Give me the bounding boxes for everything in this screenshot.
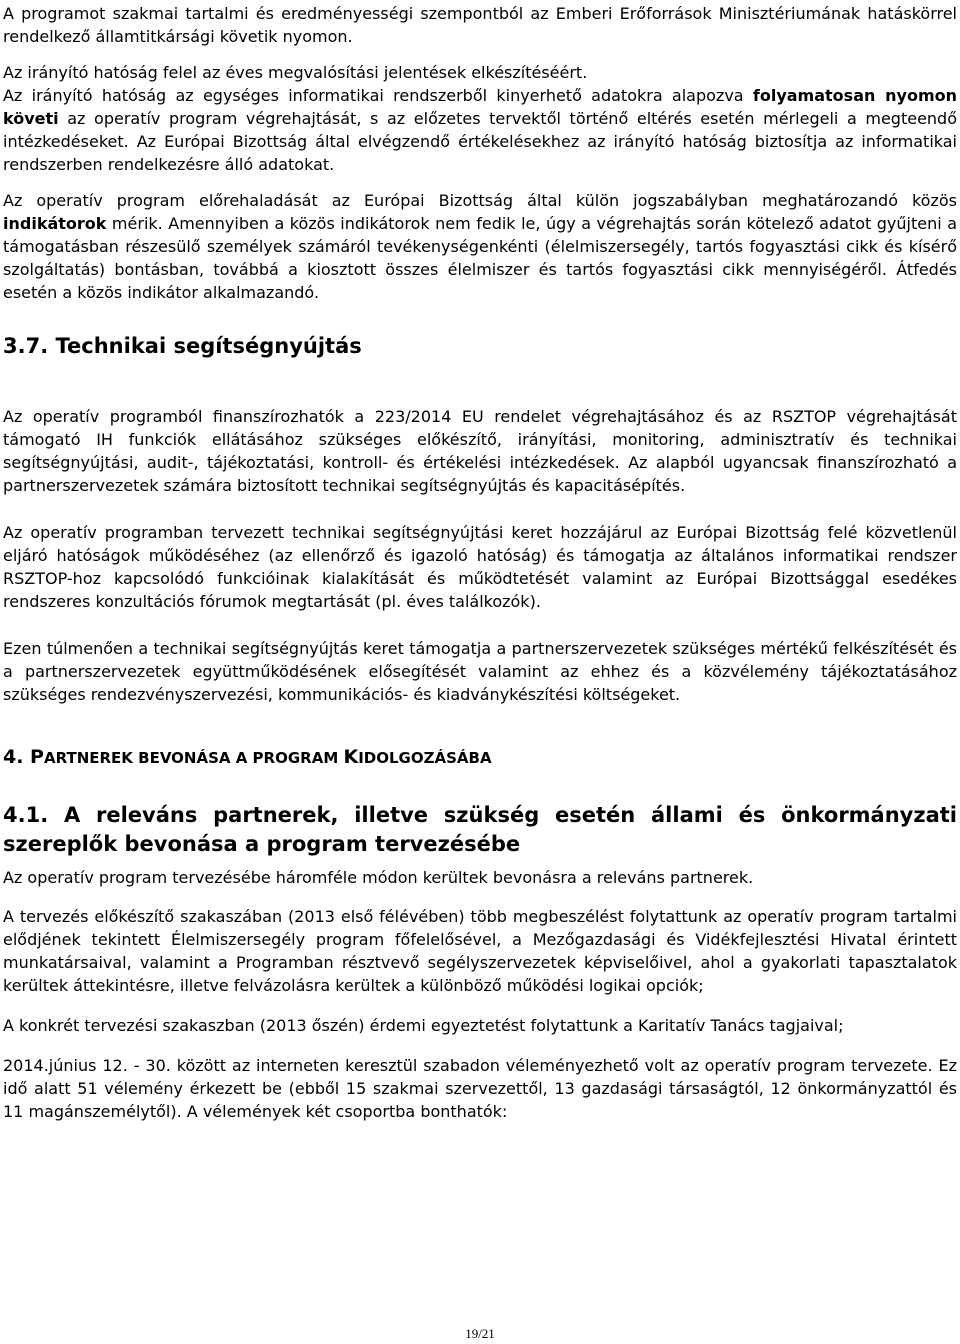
paragraph-it-system-monitoring	[3, 84, 957, 176]
page-number: 19/21	[465, 1326, 495, 1341]
bold-run-indicators: indikátorok	[3, 214, 107, 233]
paragraph-three-ways: Az operatív program tervezésébe háromféle módon kerültek bevonásra a releváns partnerek.	[3, 868, 754, 887]
heading-run: K	[343, 746, 359, 768]
paragraph-public-consultation: 2014.június 12. - 30. között az interneten keresztül szabadon véleményezhető volt az operatív program tervezete. Ez idő alatt 51 vélemény érkezett be (ebből 15 szakmai szervezettől, 13 gazdasági társaságtól, 12 önkormányzattól és 11 magánszemélytől). A vélemények két csoportba bonthatók:	[3, 1056, 957, 1121]
paragraph-indicators	[3, 189, 957, 304]
text-run: az operatív program végrehajtását, s az előzetes tervektől történő eltérés esetén mérlegeli a megteendő intézkedéseket. Az Európai Bizottság által elvégzendő értékelésekhez az irányító hatóság biztosítja az informatikai rendszerben rendelkezésre álló adatokat.	[3, 109, 957, 174]
paragraph-ta-financing: Az operatív programból finanszírozhatók a 223/2014 EU rendelet végrehajtásához és az RSZTOP végrehajtását támogató IH funkciók ellátásához szükséges előkészítő, irányítási, monitoring, adminisztratív és technikai segítségnyújtási, audit-, tájékoztatási, kontroll- és értékelési intézkedések. Az alapból ugyancsak finanszírozható a partnerszervezetek számára biztosított technikai segítségnyújtás és kapacitásépítés.	[3, 407, 957, 495]
section-heading-3-7: 3.7. Technikai segítségnyújtás	[3, 334, 362, 358]
paragraph-preparation-phase: A tervezés előkészítő szakaszában (2013 első félévében) több megbeszélést folytattunk az operatív program tartalmi elődjének tekintett Élelmiszersegély program főfelelősével, a Mezőgazdasági és Vidékfejlesztési Hivatal érintett munkatársaival, valamint a Programban résztvevő segélyszervezetek képviselőivel, ahol a gyakorlati tapasztalatok kerültek áttekintésre, illetve felvázolásra kerültek a különböző működési logikai opciók;	[3, 907, 957, 995]
paragraph-ta-partners: Ezen túlmenően a technikai segítségnyújtás keret támogatja a partnerszervezetek szükséges mértékű felkészítését és a partnerszervezetek együttműködésének elősegítését valamint az ehhez és a közvélemény tájékoztatásához szükséges rendezvényszervezési, kommunikációs- és kiadványkészítési költségeket.	[3, 639, 957, 704]
paragraph-planning-phase: A konkrét tervezési szakaszban (2013 őszén) érdemi egyeztetést folytattunk a Karitatív Tanács tagjaival;	[3, 1016, 844, 1035]
text-run: Az irányító hatóság az egységes informatikai rendszerből kinyerhető adatokra alapozva	[3, 86, 753, 105]
text-run: mérik. Amennyiben a közös indikátorok nem fedik le, úgy a végrehajtás során kötelező adatot gyűjteni a támogatásban részesülő személyek számáról tevékenységenkénti (élelmiszersegély, tartós fogyasztási cikk és kísérő szolgáltatás) bontásban, továbbá a kiosztott összes élelmiszer és tartós fogyasztási cikk mennyiségéről. Átfedés esetén a közös indikátor alkalmazandó.	[3, 214, 957, 302]
section-heading-4-1: 4.1. A releváns partnerek, illetve szükség esetén állami és önkormányzati szereplők bevonása a program tervezésébe	[3, 803, 957, 856]
heading-run-smallcaps: ARTNEREK BEVONÁSA A PROGRAM	[43, 749, 344, 767]
paragraph-monitoring-ministry: A programot szakmai tartalmi és eredményességi szempontból az Emberi Erőforrások Minisztériumának hatáskörrel rendelkező államtitkársági követik nyomon.	[3, 4, 957, 46]
heading-run: 4. P	[3, 746, 44, 768]
text-run: Az operatív program előrehaladását az Európai Bizottság által külön jogszabályban meghatározandó közös	[3, 191, 957, 210]
heading-run-smallcaps: IDOLGOZÁSÁBA	[358, 749, 492, 767]
paragraph-annual-reports: Az irányító hatóság felel az éves megvalósítási jelentések elkészítéséért.	[3, 63, 588, 82]
section-heading-4	[3, 744, 957, 771]
bold-run-continuous-monitoring: folyamatosan nyomon követi	[3, 86, 958, 128]
paragraph-ta-budget: Az operatív programban tervezett technikai segítségnyújtási keret hozzájárul az Európai Bizottság felé közvetlenül eljáró hatóságok működéséhez (az ellenőrző és igazoló hatóság) és támogatja az általános informatikai rendszer RSZTOP-hoz kapcsolódó funkcióinak kialakítását és működtetését valamint az Európai Bizottsággal esedékes rendszeres konzultációs fórumok megtartását (pl. éves találkozók).	[3, 523, 957, 611]
